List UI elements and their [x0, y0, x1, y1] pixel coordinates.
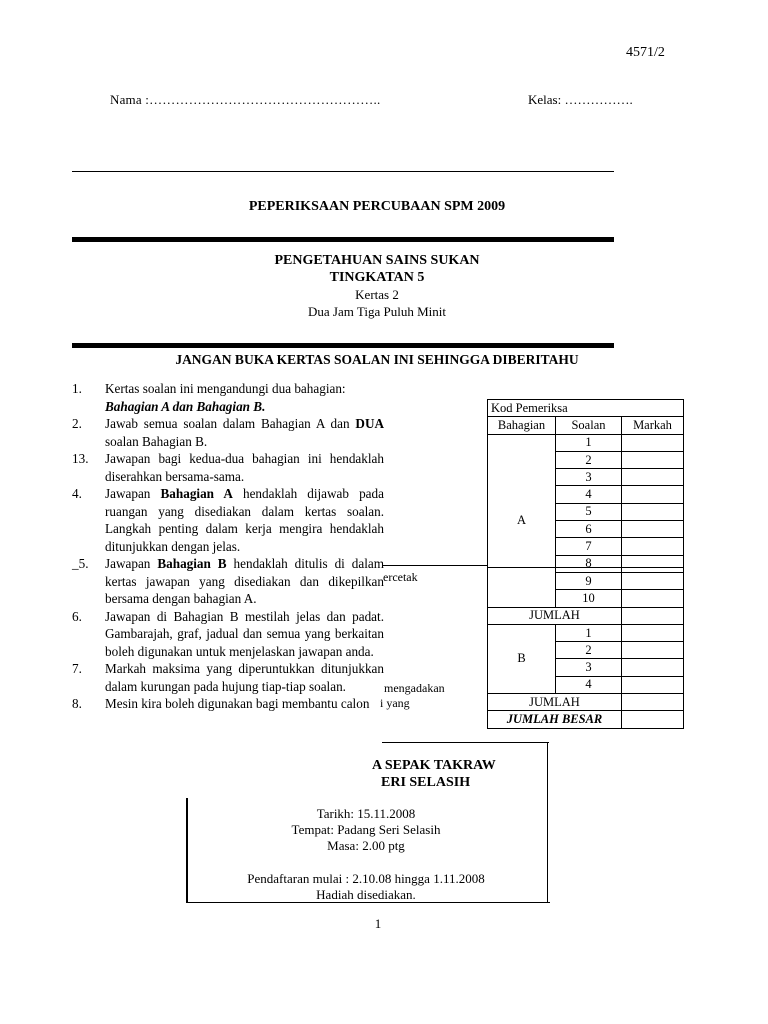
marks-cell[interactable] — [622, 624, 684, 641]
poster-time: Masa: 2.00 ptg — [327, 838, 405, 853]
divider-top — [72, 171, 614, 172]
overlay-line-right — [487, 567, 684, 568]
divider-thick-2 — [72, 343, 614, 348]
col-header-section: Bahagian — [488, 417, 556, 434]
question-number: 4 — [556, 486, 622, 503]
marks-cell[interactable] — [622, 486, 684, 503]
marks-cell[interactable] — [622, 642, 684, 659]
question-number: 4 — [556, 676, 622, 693]
jumlah-besar-cell[interactable] — [622, 711, 684, 728]
poster-registration: Pendaftaran mulai : 2.10.08 hingga 1.11.2008 — [247, 871, 485, 886]
question-number: 8 — [556, 555, 622, 572]
poster-top-line — [382, 742, 549, 743]
jumlah-a-cell[interactable] — [622, 607, 684, 624]
marks-cell[interactable] — [622, 572, 684, 589]
instruction-item: 2. Jawab semua soalan dalam Bahagian A dan DUA soalan Bahagian B. — [72, 416, 384, 449]
jumlah-besar-label: JUMLAH BESAR — [488, 711, 622, 728]
section-a-label: A — [488, 434, 556, 607]
jumlah-b-label: JUMLAH — [488, 694, 622, 711]
examiner-marks-table — [487, 399, 684, 729]
subject-title: PENGETAHUAN SAINS SUKAN — [274, 253, 480, 268]
question-number: 9 — [556, 572, 622, 589]
text-fragment-yang: i yang — [380, 696, 410, 710]
marks-cell[interactable] — [622, 521, 684, 538]
instruction-item: 7. Markah maksima yang diperuntukkan ditunjukkan dalam kurungan pada hujung tiap-tiap soalan. — [72, 661, 384, 694]
col-header-marks: Markah — [622, 417, 684, 434]
question-number: 10 — [556, 590, 622, 607]
marks-cell[interactable] — [622, 451, 684, 468]
marks-cell[interactable] — [622, 555, 684, 572]
instruction-item: 13. Jawapan bagi kedua-dua bahagian ini hendaklah diserahkan bersama-sama. — [72, 451, 384, 484]
jumlah-a-label: JUMLAH — [488, 607, 622, 624]
marks-cell[interactable] — [622, 434, 684, 451]
poster-date: Tarikh: 15.11.2008 — [316, 806, 416, 821]
instructions-list — [72, 380, 384, 713]
instruction-item: 6. Jawapan di Bahagian B mestilah jelas dan padat. Gambarajah, graf, jadual dan semua yang berkaitan boleh digunakan untuk menjelaskan jawapan anda. — [72, 608, 384, 659]
poster-title-2: ERI SELASIH — [381, 775, 471, 790]
overlay-line — [382, 565, 487, 566]
question-number: 1 — [556, 434, 622, 451]
exam-title: PEPERIKSAAN PERCUBAAN SPM 2009 — [248, 199, 506, 214]
instruction-item: _5. Jawapan Bahagian B hendaklah ditulis di dalam kertas jawapan yang disediakan dan dikepilkan bersama dengan bahagian A. — [72, 556, 384, 606]
marks-cell[interactable] — [622, 676, 684, 693]
question-number: 2 — [556, 451, 622, 468]
question-number: 6 — [556, 521, 622, 538]
marks-cell[interactable] — [622, 538, 684, 555]
instruction-item: 4. Jawapan Bahagian A hendaklah dijawab pada ruangan yang disediakan dalam kertas soalan. Langkah penting dalam kerja mengira hendaklah ditunjukkan dengan jelas. — [72, 486, 384, 554]
duration: Dua Jam Tiga Puluh Minit — [308, 304, 446, 319]
text-fragment-mengadakan: mengadakan — [384, 681, 445, 695]
question-number: 2 — [556, 642, 622, 659]
question-number: 3 — [556, 469, 622, 486]
warning-text: JANGAN BUKA KERTAS SOALAN INI SEHINGGA DIBERITAHU — [175, 352, 579, 367]
marks-cell[interactable] — [622, 590, 684, 607]
question-number: 3 — [556, 659, 622, 676]
jumlah-b-cell[interactable] — [622, 694, 684, 711]
poster-title-1: A SEPAK TAKRAW — [372, 758, 496, 773]
poster-place: Tempat: Padang Seri Selasih — [291, 822, 441, 837]
page-number: 1 — [374, 916, 382, 931]
question-number: 5 — [556, 503, 622, 520]
paper-code: 4571/2 — [626, 45, 665, 60]
section-b-label: B — [488, 624, 556, 693]
name-field-label: Nama :…………………………………………….. — [110, 92, 381, 107]
marks-cell[interactable] — [622, 469, 684, 486]
paper-number: Kertas 2 — [355, 287, 399, 302]
poster-prize: Hadiah disediakan. — [316, 887, 416, 902]
marks-cell[interactable] — [622, 659, 684, 676]
text-fragment-ercetak: ercetak — [383, 570, 418, 584]
question-number: 7 — [556, 538, 622, 555]
instruction-item: 8. Mesin kira boleh digunakan bagi membantu calon — [72, 696, 370, 711]
marks-cell[interactable] — [622, 503, 684, 520]
table-title: Kod Pemeriksa — [488, 400, 684, 417]
divider-thick-1 — [72, 237, 614, 242]
class-field-label: Kelas: ……………. — [528, 92, 633, 107]
question-number: 1 — [556, 624, 622, 641]
instruction-item: 1. Kertas soalan ini mengandungi dua bahagian: Bahagian A dan Bahagian B. — [72, 381, 346, 414]
form-level: TINGKATAN 5 — [329, 270, 425, 285]
col-header-question: Soalan — [556, 417, 622, 434]
